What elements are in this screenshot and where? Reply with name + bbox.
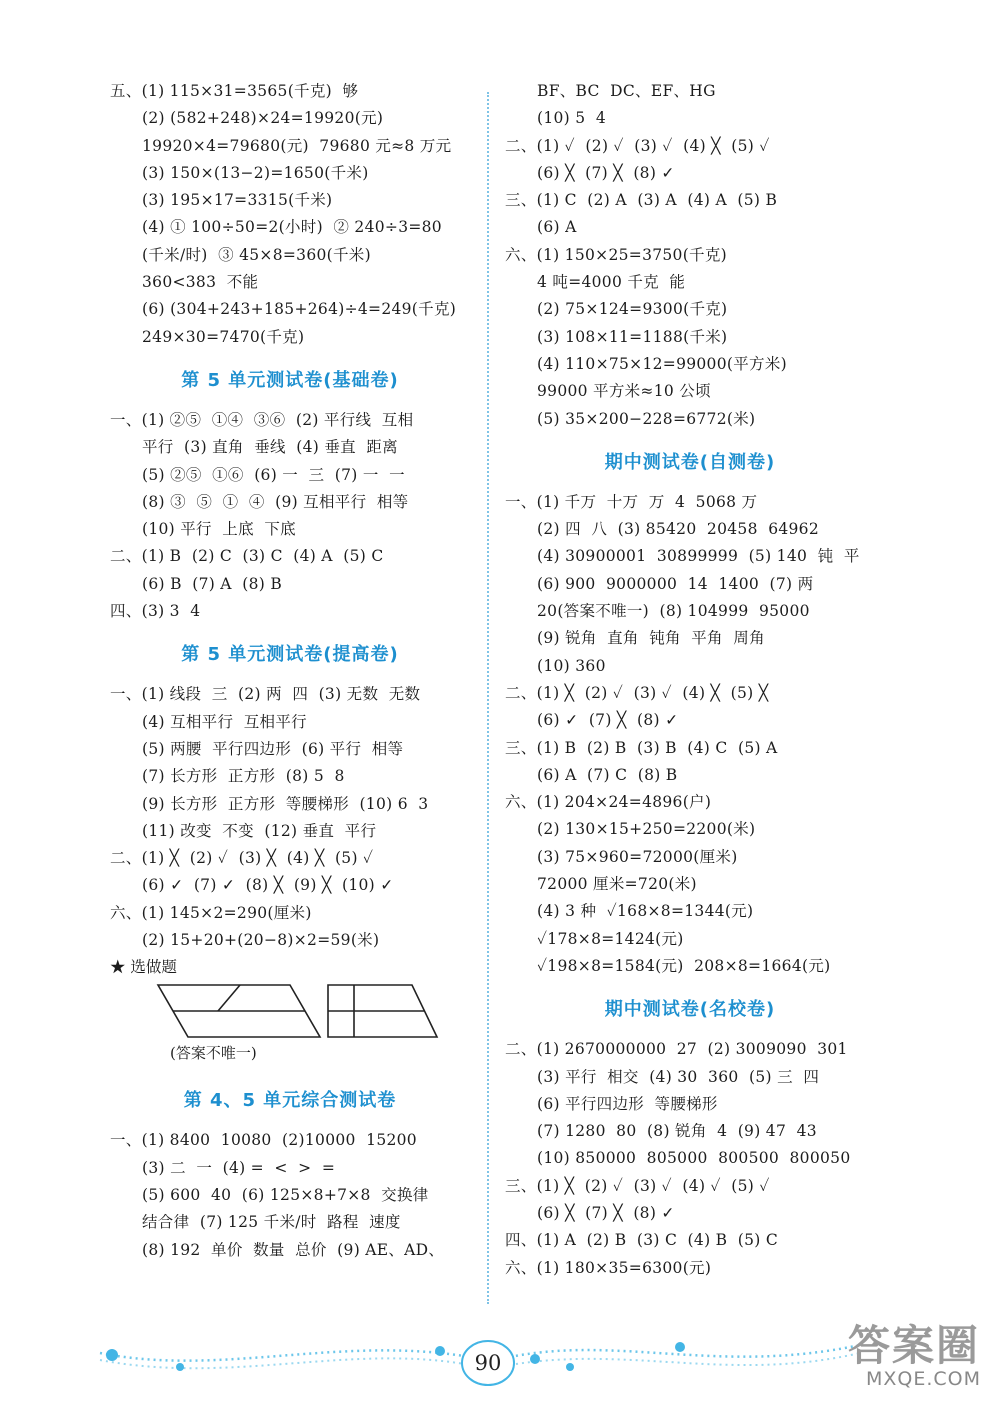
figures-svg (150, 981, 450, 1041)
answer-line: (11) 改变 不变 (12) 垂直 平行 (142, 821, 377, 840)
answer-line: 19920×4=79680(元) 79680 元≈8 万元 (142, 136, 452, 155)
answer-line: 三、(1) ╳ (2) ✓ (3) ✓ (4) ✓ (5) ✓ (505, 1176, 770, 1195)
answer-line: (6) ╳ (7) ╳ (8) ✓ (537, 163, 675, 182)
answer-line: 四、(3) 3 4 (110, 602, 201, 621)
answers-block-midterm-school (505, 1036, 875, 1282)
answers-block-unit5-advanced (110, 681, 470, 954)
answers-block-unit5-basic (110, 407, 470, 625)
answer-line: 六、(1) 150×25=3750(千克) (505, 245, 728, 264)
column-divider (487, 92, 489, 1304)
answer-line: (3) 二 一 (4) = < > = (142, 1158, 336, 1177)
footer-dot (106, 1349, 118, 1361)
answer-line: ✓178×8=1424(元) (537, 929, 684, 948)
answer-line: (3) 108×11=1188(千米) (537, 327, 728, 346)
answer-line: 平行 (3) 直角 垂线 (4) 垂直 距离 (142, 438, 398, 457)
answer-line: 72000 厘米=720(米) (537, 875, 697, 894)
answer-line: (10) 850000 805000 800500 800050 (537, 1149, 851, 1168)
answer-line: 二、(1) ╳ (2) ✓ (3) ╳ (4) ╳ (5) ✓ (110, 849, 374, 868)
answers-block-midterm-self (505, 489, 875, 980)
answer-line: (2) (582+248)×24=19920(元) (142, 109, 384, 128)
answer-line: (4) ① 100÷50=2(小时) ② 240÷3=80 (142, 218, 442, 237)
answer-line: 二、(1) ╳ (2) ✓ (3) ✓ (4) ╳ (5) ╳ (505, 683, 769, 702)
answer-line: 四、(1) A (2) B (3) C (4) B (5) C (505, 1231, 779, 1250)
answer-line: 249×30=7470(千克) (142, 327, 305, 346)
answer-line: (8) 192 单价 数量 总价 (9) AE、AD、 (142, 1240, 445, 1259)
answer-line: (7) 1280 80 (8) 锐角 4 (9) 47 43 (537, 1122, 817, 1141)
answer-line: (6) A (537, 218, 577, 237)
answer-line: BF、BC DC、EF、HG (537, 82, 716, 100)
right-column (505, 78, 875, 1282)
answer-line: (5) 35×200−228=6772(米) (537, 409, 756, 428)
watermark-url: MXQE.COM (866, 1368, 982, 1390)
answer-line: (6) ✓ (7) ╳ (8) ✓ (537, 711, 679, 730)
footer-wave-left (100, 1350, 470, 1360)
answer-line: (5) 两腰 平行四边形 (6) 平行 相等 (142, 739, 404, 758)
watermark-logo-text: 答案圈 (848, 1321, 981, 1370)
answer-line: 六、(1) 204×24=4896(户) (505, 793, 712, 812)
figure-note: (答案不唯一) (170, 1044, 257, 1063)
answer-line: 一、(1) 线段 三 (2) 两 四 (3) 无数 无数 (110, 685, 421, 704)
answer-line: 六、(1) 180×35=6300(元) (505, 1258, 712, 1277)
answer-line: 99000 平方米≈10 公顷 (537, 382, 711, 401)
answer-line: (6) B (7) A (8) B (142, 574, 283, 593)
answer-line: 一、(1) ②⑤ ①④ ③⑥ (2) 平行线 互相 (110, 410, 414, 429)
answer-line: 三、(1) C (2) A (3) A (4) A (5) B (505, 191, 778, 210)
optional-question-label: ★ 选做题 (110, 958, 177, 977)
answer-line: (7) 长方形 正方形 (8) 5 8 (142, 767, 345, 786)
answer-line: (6) ╳ (7) ╳ (8) ✓ (537, 1203, 675, 1222)
answer-line: (3) 150×(13−2)=1650(千米) (142, 163, 369, 182)
section-heading-midterm-school: 期中测试卷(名校卷) (604, 999, 776, 1021)
answer-line: (6) 平行四边形 等腰梯形 (537, 1094, 718, 1113)
answer-line: (8) ③ ⑤ ① ④ (9) 互相平行 相等 (142, 492, 409, 511)
answer-line: 20(答案不唯一) (8) 104999 95000 (537, 602, 810, 621)
answer-line: (4) 110×75×12=99000(平方米) (537, 354, 787, 373)
answer-line: (4) 3 种 ✓168×8=1344(元) (537, 902, 754, 921)
answer-line: 三、(1) B (2) B (3) B (4) C (5) A (505, 738, 778, 757)
answer-figures (150, 981, 470, 1041)
answer-line: (5) 600 40 (6) 125×8+7×8 交换律 (142, 1185, 429, 1204)
answers-block-unit4-part5 (110, 78, 470, 351)
answer-line: (4) 互相平行 互相平行 (142, 712, 307, 731)
footer-dot (435, 1346, 445, 1356)
answer-line: 五、(1) 115×31=3565(千克) 够 (110, 82, 359, 100)
answer-line: (2) 75×124=9300(千克) (537, 300, 728, 319)
section-heading-unit4-5-combined: 第 4、5 单元综合测试卷 (183, 1090, 397, 1112)
answer-line: (6) ✓ (7) ✓ (8) ╳ (9) ╳ (10) ✓ (142, 876, 394, 895)
answer-line: 一、(1) 千万 十万 万 4 5068 万 (505, 492, 758, 511)
answer-line: 4 吨=4000 千克 能 (537, 273, 686, 292)
section-heading-midterm-self: 期中测试卷(自测卷) (604, 451, 776, 473)
footer-wave-right (510, 1345, 860, 1357)
answer-line: (3) 75×960=72000(厘米) (537, 847, 738, 866)
answer-line: (6) (304+243+185+264)÷4=249(千克) (142, 300, 457, 319)
answer-line: ✓198×8=1584(元) 208×8=1664(元) (537, 956, 831, 975)
answer-line: (4) 30900001 30899999 (5) 140 钝 平 (537, 547, 860, 566)
footer-dot (530, 1354, 540, 1364)
answer-line: (2) 四 八 (3) 85420 20458 64962 (537, 520, 820, 539)
answer-line: 一、(1) 8400 10080 (2)10000 15200 (110, 1131, 417, 1150)
answer-line: (10) 平行 上底 下底 (142, 520, 296, 539)
footer-dot (566, 1363, 574, 1371)
answer-line: (10) 5 4 (537, 109, 607, 128)
answer-line: 二、(1) 2670000000 27 (2) 3009090 301 (505, 1040, 848, 1059)
page-number: 90 (474, 1351, 502, 1375)
answer-line: 二、(1) ✓ (2) ✓ (3) ✓ (4) ╳ (5) ✓ (505, 136, 770, 155)
answer-line: (6) 900 9000000 14 1400 (7) 两 (537, 574, 814, 593)
answer-line: (2) 130×15+250=2200(米) (537, 820, 756, 839)
answer-line: (3) 195×17=3315(千米) (142, 191, 333, 210)
answers-block-unit4-5 (110, 1127, 470, 1263)
answer-line: 360<383 不能 (142, 273, 259, 292)
parallelogram-diagonal (218, 985, 240, 1011)
left-column (110, 78, 470, 1264)
answer-line: (3) 平行 相交 (4) 30 360 (5) 三 四 (537, 1067, 820, 1086)
answer-line: 六、(1) 145×2=290(厘米) (110, 903, 312, 922)
answer-line: (千米/时) ③ 45×8=360(千米) (142, 245, 371, 264)
answer-line: 二、(1) B (2) C (3) C (4) A (5) C (110, 547, 384, 566)
footer-dot (675, 1342, 685, 1352)
answer-line: (5) ②⑤ ①⑥ (6) 一 三 (7) 一 一 (142, 465, 405, 484)
answer-line: (6) A (7) C (8) B (537, 765, 678, 784)
answer-line: 结合律 (7) 125 千米/时 路程 速度 (142, 1213, 401, 1232)
section-heading-unit5-advanced: 第 5 单元测试卷(提高卷) (181, 644, 399, 666)
answer-line: (9) 长方形 正方形 等腰梯形 (10) 6 3 (142, 794, 429, 813)
answer-line: (9) 锐角 直角 钝角 平角 周角 (537, 629, 765, 648)
answer-line: (10) 360 (537, 656, 606, 675)
footer-dot (176, 1363, 184, 1371)
answer-line: (2) 15+20+(20−8)×2=59(米) (142, 931, 380, 950)
section-heading-unit5-basic: 第 5 单元测试卷(基础卷) (181, 369, 399, 391)
answers-block-continued (505, 78, 875, 433)
